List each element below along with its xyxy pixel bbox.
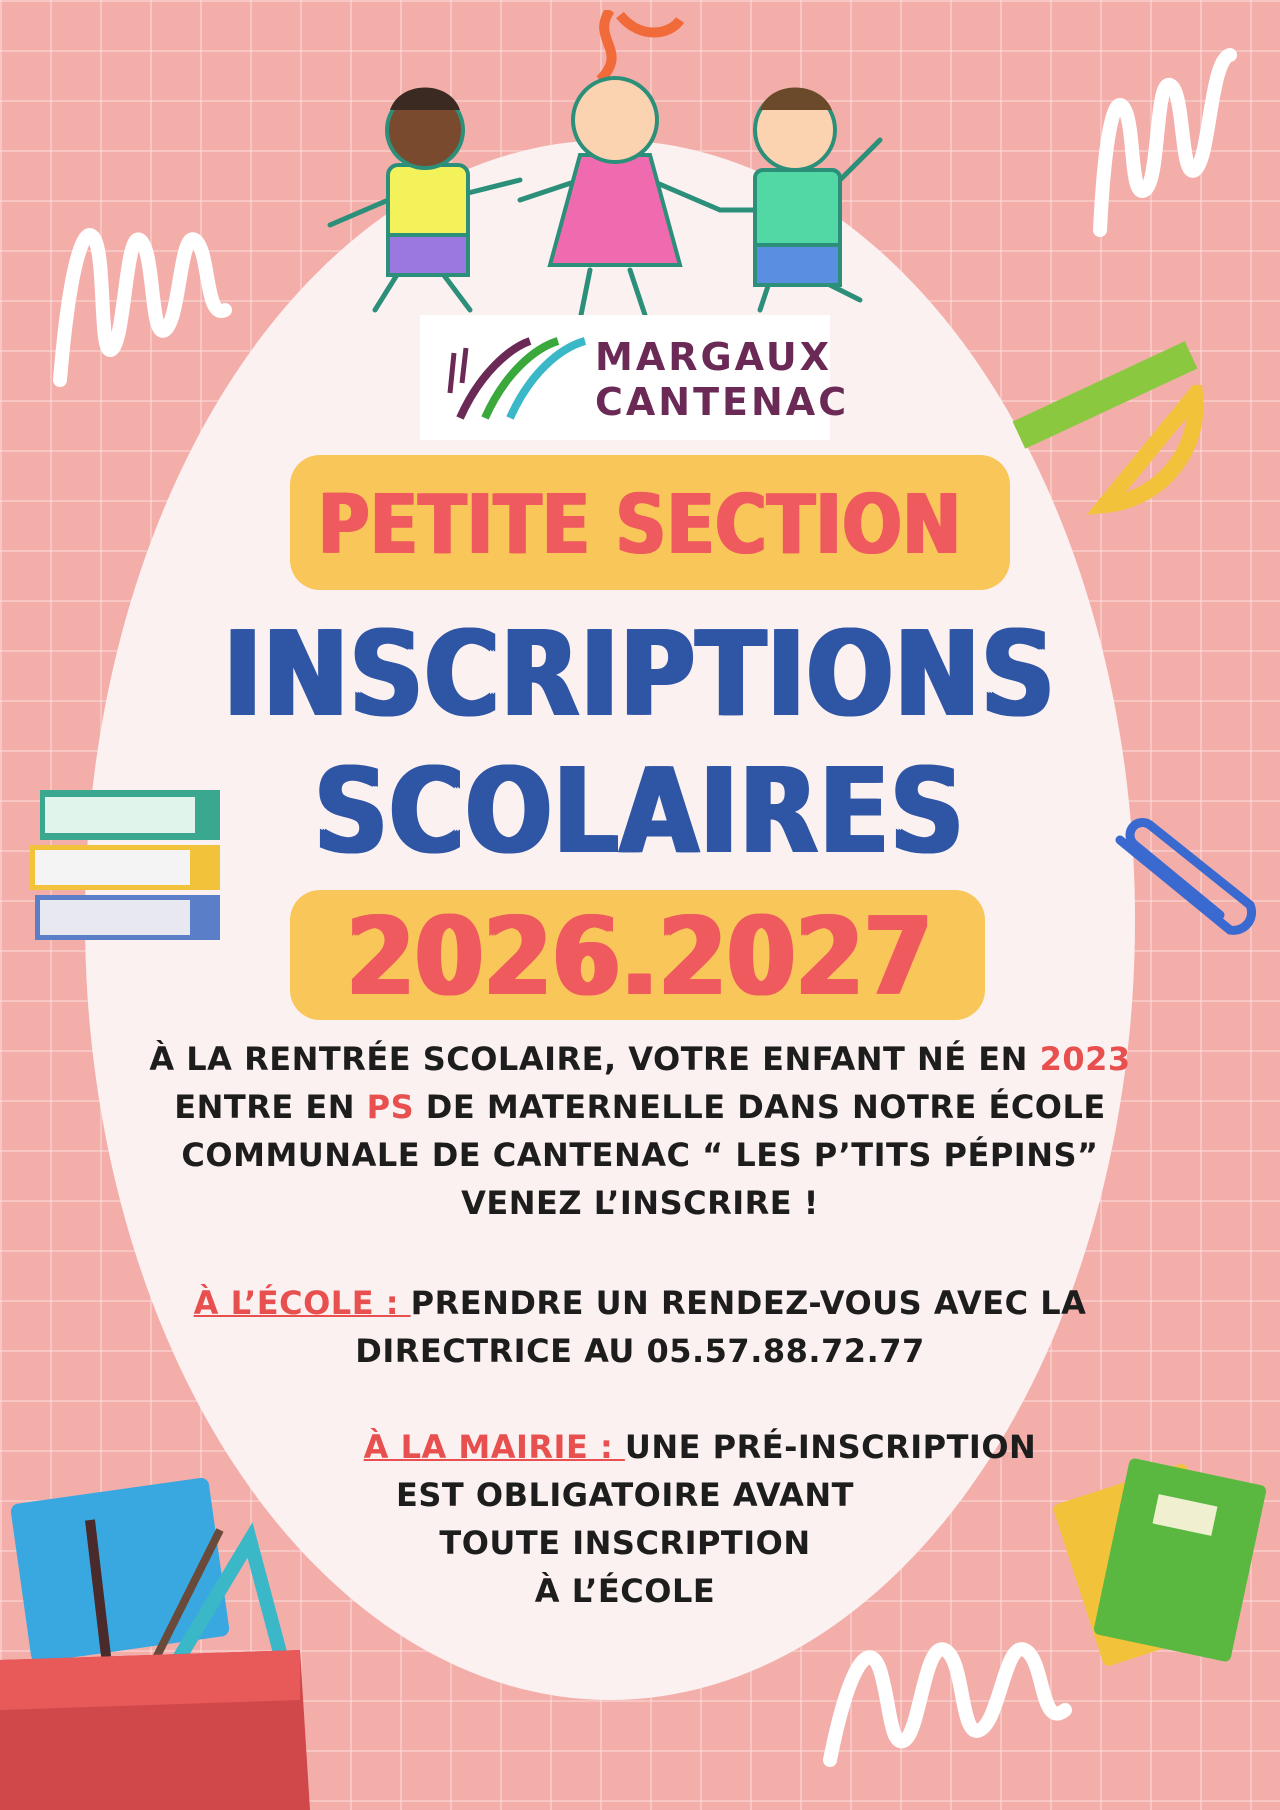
ecole-line1 [0, 1284, 1280, 1322]
mairie-line4: À L’ÉCOLE [534, 1572, 716, 1610]
ecole-text1: PRENDRE UN RENDEZ-VOUS AVEC LA [410, 1284, 1087, 1322]
scribble-decoration [820, 1600, 1080, 1780]
intro-line3: COMMUNALE DE CANTENAC “ LES P’TITS PÉPINS” [181, 1136, 1099, 1174]
intro-line2-text-a: ENTRE EN [174, 1088, 367, 1126]
intro-line1-text: À LA RENTRÉE SCOLAIRE, VOTRE ENFANT NÉ EN [149, 1040, 1040, 1078]
birth-year: 2023 [1039, 1040, 1131, 1078]
children-holding-hands-illustration [320, 10, 960, 330]
logo [420, 315, 850, 440]
title-line2: SCOLAIRES [314, 742, 966, 880]
mairie-line2: EST OBLIGATOIRE AVANT [396, 1476, 854, 1514]
intro-line2 [0, 1088, 1280, 1126]
mairie-text1: UNE PRÉ-INSCRIPTION [624, 1428, 1037, 1466]
intro-line4: VENEZ L’INSCRIRE ! [461, 1184, 819, 1222]
scribble-decoration [40, 180, 250, 400]
intro-line2-text-b: DE MATERNELLE DANS NOTRE ÉCOLE [414, 1088, 1106, 1126]
title-line1: INSCRIPTIONS [223, 605, 1057, 743]
intro-line1 [0, 1040, 1280, 1078]
school-year: 2026.2027 [346, 895, 934, 1020]
mairie-line3: TOUTE INSCRIPTION [439, 1524, 811, 1562]
ecole-label: À L’ÉCOLE : [193, 1284, 411, 1322]
scribble-decoration [1080, 30, 1260, 250]
logo-line1: MARGAUX [595, 335, 833, 379]
logo-line2: CANTENAC [595, 380, 850, 424]
section-heading: PETITE SECTION [318, 478, 962, 573]
mairie-label: À LA MAIRIE : [363, 1428, 625, 1466]
ecole-line2: DIRECTRICE AU 05.57.88.72.77 [355, 1332, 925, 1370]
mairie-line1 [60, 1428, 1280, 1466]
ps-label: PS [366, 1088, 415, 1126]
vine-stripes-icon [440, 333, 600, 423]
